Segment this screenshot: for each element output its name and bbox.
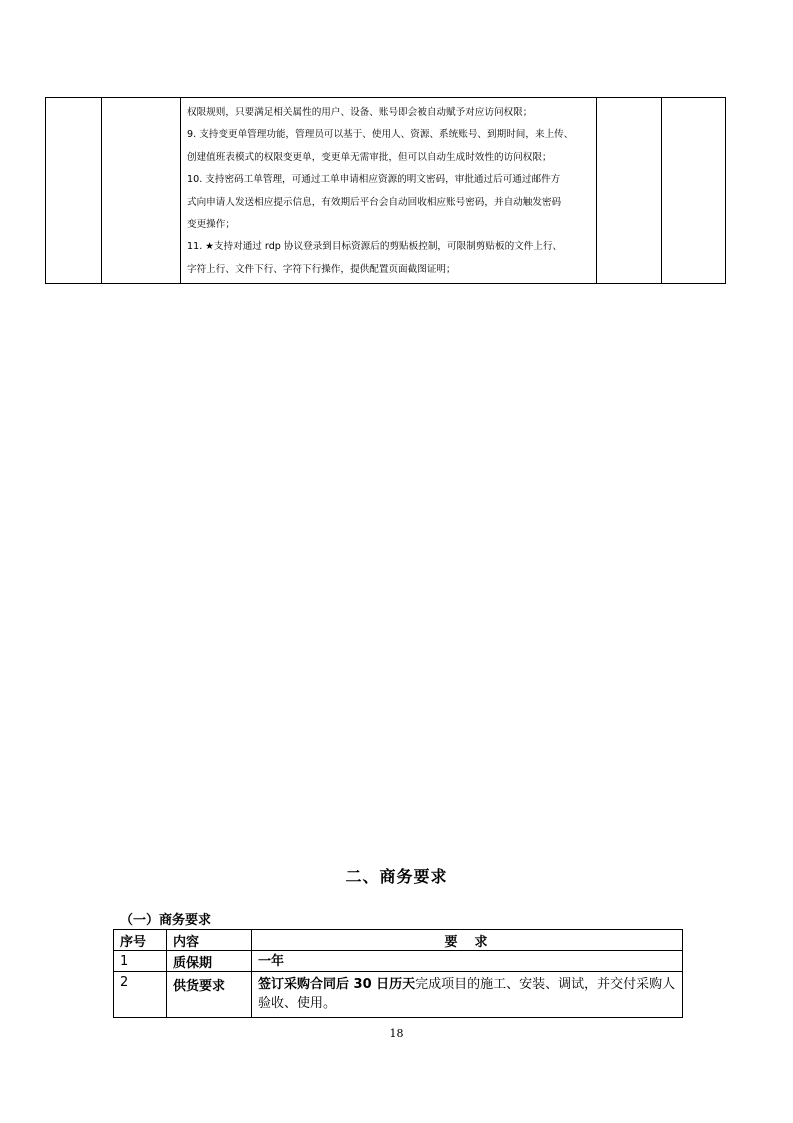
requirement-bold: 一年 — [258, 953, 285, 969]
header-requirement: 要 求 — [252, 930, 683, 951]
table-header-row — [114, 930, 683, 951]
spec-line: 变更操作； — [187, 218, 235, 230]
row-no: 1 — [114, 951, 167, 972]
remark-cell — [662, 98, 726, 284]
spec-line: 权限规则，只要满足相关属性的用户、设备、账号即会被自动赋予对应访问权限； — [187, 107, 533, 118]
requirement-bold: 签订采购合同后 30 日历天 — [258, 977, 416, 992]
section-title: 二、商务要求 — [345, 867, 448, 886]
spec-line: 式向申请人发送相应提示信息，有效期后平台会自动回收相应账号密码，并自动触发密码 — [187, 196, 562, 208]
item-cell — [102, 98, 181, 284]
table-row — [114, 951, 683, 972]
header-no: 序号 — [114, 930, 167, 951]
requirement-text: 完成项目的施工、安装、调试，并交付采购人验收、使用。 — [258, 977, 676, 1011]
spec-line: 11. ★支持对通过 rdp 协议登录到目标资源后的剪贴板控制，可限制剪贴板的文件上行、 — [187, 241, 563, 253]
row-requirement — [252, 972, 683, 1018]
index-cell — [46, 98, 102, 284]
table-row — [114, 972, 683, 1018]
row-no: 2 — [114, 972, 167, 1018]
row-content: 供货要求 — [167, 972, 252, 1018]
spec-line: 字符上行、文件下行、字符下行操作，提供配置页面截图证明； — [187, 263, 456, 275]
quantity-cell — [597, 98, 662, 284]
table-row — [46, 98, 726, 284]
spec-line: 创建值班表模式的权限变更单，变更单无需审批，但可以自动生成时效性的访问权限； — [187, 151, 552, 163]
spec-text-cell — [181, 98, 597, 284]
business-requirements-table — [113, 929, 683, 1018]
row-content: 质保期 — [167, 951, 252, 972]
spec-continuation-table — [45, 97, 726, 284]
spec-line: 9. 支持变更单管理功能，管理员可以基于、使用人、资源、系统账号、到期时间，来上传、 — [187, 129, 574, 141]
row-requirement — [252, 951, 683, 972]
page-number: 18 — [389, 1027, 404, 1040]
header-content: 内容 — [167, 930, 252, 951]
subsection-title: （一）商务要求 — [120, 913, 212, 928]
spec-line: 10. 支持密码工单管理，可通过工单申请相应资源的明文密码，审批通过后可通过邮件方 — [187, 174, 561, 186]
